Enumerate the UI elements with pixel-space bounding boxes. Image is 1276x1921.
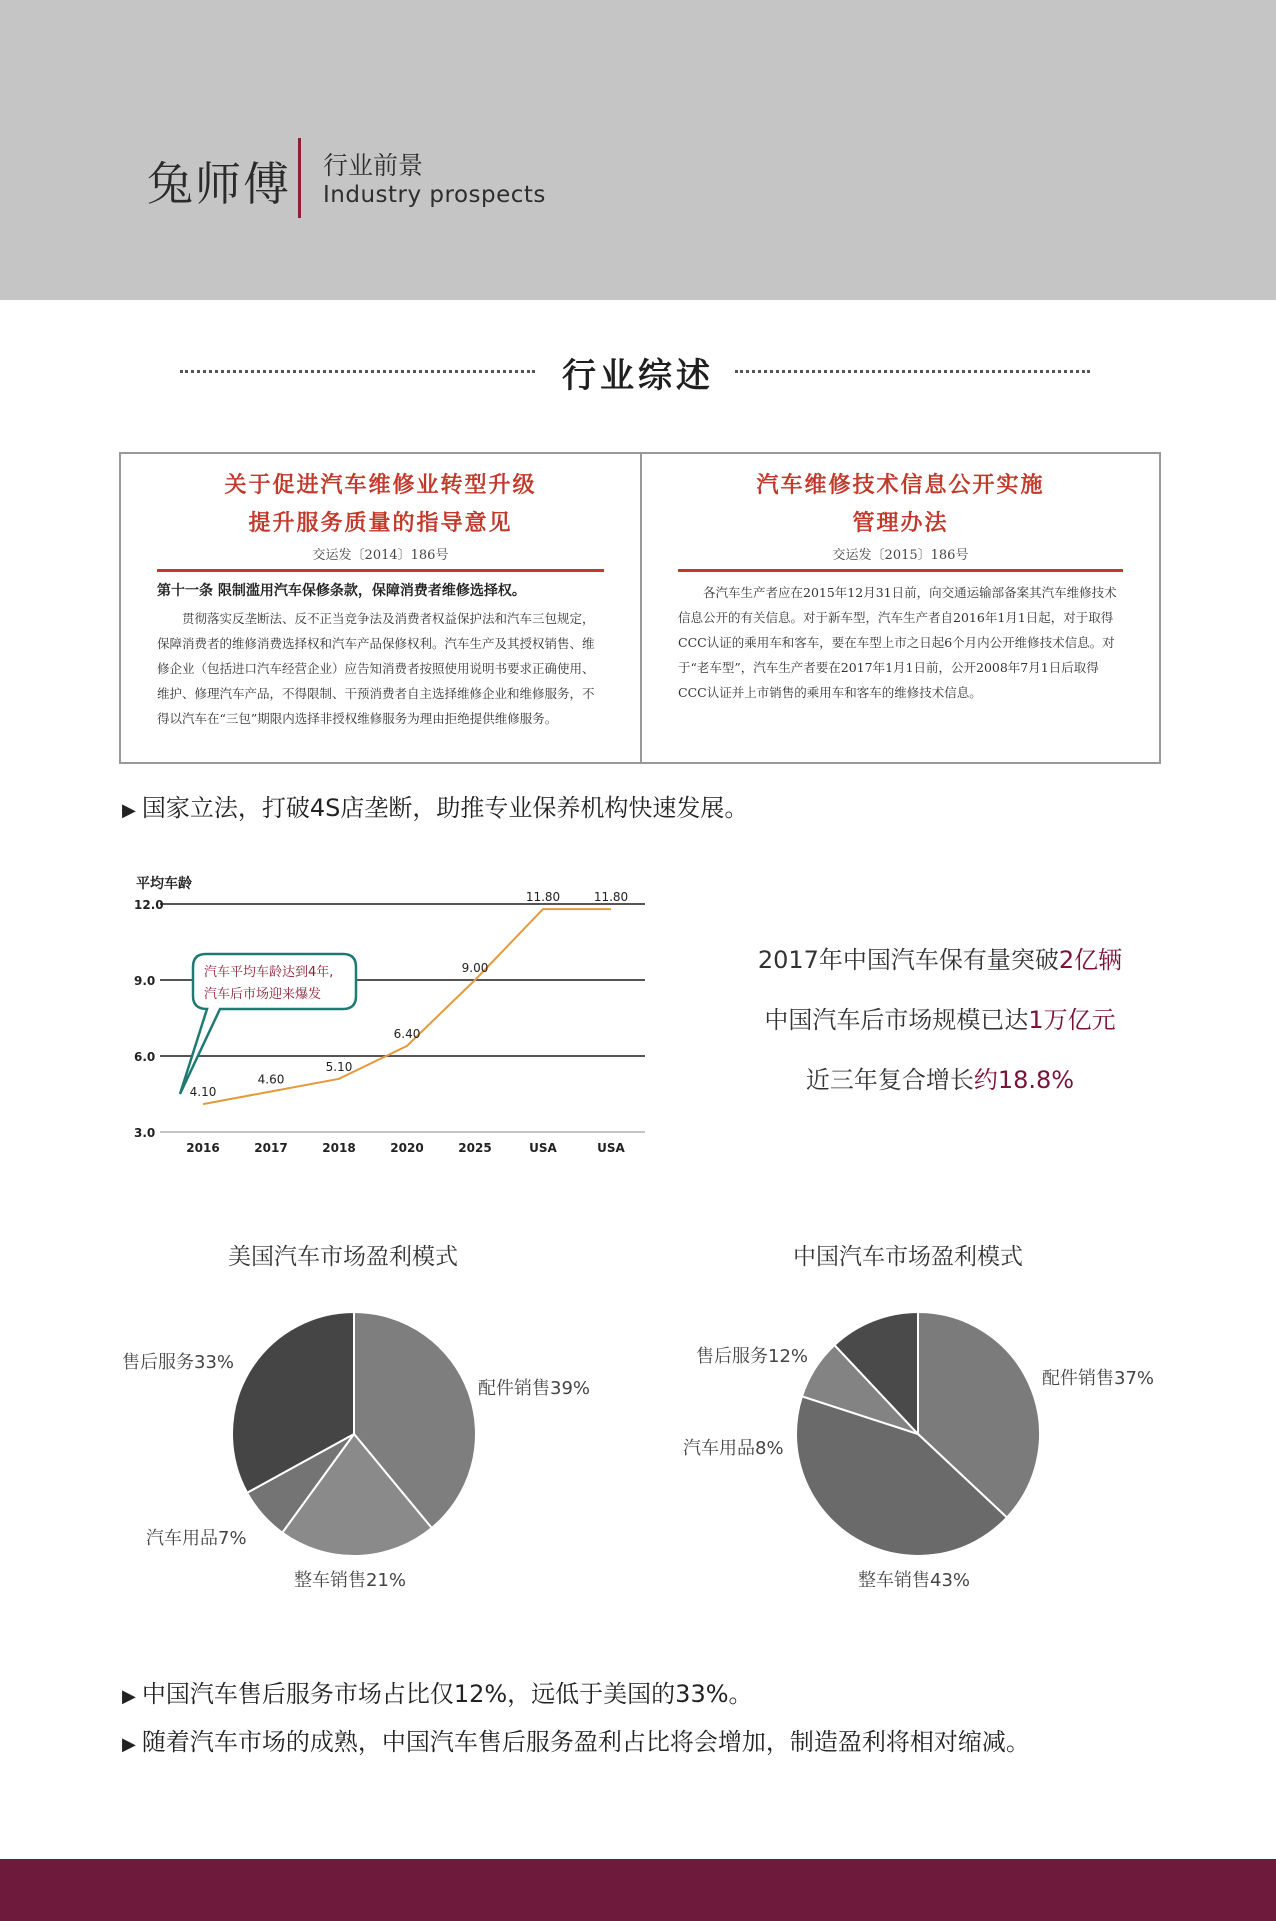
bullet-text: 中国汽车售后服务市场占比仅12%，远低于美国的33%。 <box>141 1680 753 1708</box>
data-label: 4.10 <box>189 1085 217 1100</box>
annotation-line1: 汽车平均车龄达到4年, <box>204 965 334 980</box>
stat-highlight: 2亿辆 <box>1058 946 1123 974</box>
data-label: 11.80 <box>525 890 561 905</box>
y-tick-label: 3.0 <box>134 1126 156 1140</box>
x-tick-label: 2020 <box>390 1141 424 1155</box>
bullet-legislation <box>122 788 748 823</box>
bullet-market-maturity <box>122 1722 1030 1757</box>
red-rule <box>678 569 1123 572</box>
y-tick-label: 12.0 <box>134 898 164 912</box>
annotation-line2: 汽车后市场迎来爆发 <box>204 987 322 1002</box>
stat-text: 2017年中国汽车保有量突破 <box>757 946 1059 974</box>
document-left <box>121 454 642 762</box>
pie-label: 汽车用品8% <box>683 1438 784 1459</box>
document-right <box>642 454 1159 762</box>
pie-label: 配件销售39% <box>478 1378 591 1399</box>
data-label: 5.10 <box>325 1059 353 1074</box>
stat-text: 近三年复合增长 <box>805 1066 974 1094</box>
x-tick-label: 2018 <box>322 1141 356 1155</box>
doc-number: 交运发〔2014〕186号 <box>312 548 449 563</box>
bullet-aftermarket-share <box>122 1674 753 1709</box>
data-label: 11.80 <box>593 890 629 905</box>
doc-title-line2: 管理办法 <box>852 510 949 536</box>
pie-label: 整车销售21% <box>294 1570 407 1591</box>
header-divider <box>298 138 301 218</box>
pie-title-china: 中国汽车市场盈利模式 <box>793 1244 1023 1270</box>
x-tick-label: USA <box>597 1141 625 1155</box>
stat-highlight: 1万亿元 <box>1028 1006 1116 1034</box>
doc-article: 第十一条 限制滥用汽车保修条款，保障消费者维修选择权。 <box>157 583 526 599</box>
bullet-text: 国家立法，打破4S店垄断，助推专业保养机构快速发展。 <box>141 794 749 822</box>
doc-body: 贯彻落实反垄断法、反不正当竞争法及消费者权益保护法和汽车三包规定，保障消费者的维修消费选择权和汽车产品保修权利。汽车生产及其授权销售、维修企业（包括进口汽车经营企业）应告知消费者按照使用说明书要求正确使用、维护、修理汽车产品，不得限制、干预消费者自主选择维修企业和维修服务，不得以汽车在“三包”期限内选择非授权维修服务为理由拒绝提供维修服务。 <box>157 611 595 726</box>
y-tick-label: 9.0 <box>134 974 156 988</box>
average-car-age-chart <box>110 868 670 1158</box>
pie-label: 售后服务33% <box>122 1352 235 1373</box>
regulation-documents <box>119 452 1161 764</box>
triangle-icon: ▶ <box>122 800 136 821</box>
brand-name: 兔师傅 <box>147 157 291 211</box>
doc-number: 交运发〔2015〕186号 <box>832 548 969 563</box>
pie-chart-china <box>790 1306 1046 1562</box>
pie-title-usa: 美国汽车市场盈利模式 <box>228 1244 458 1270</box>
data-label: 4.60 <box>257 1072 285 1087</box>
header-title-en: Industry prospects <box>323 182 546 208</box>
pie-label: 整车销售43% <box>858 1570 971 1591</box>
stat-vehicle-ownership <box>700 940 1180 975</box>
doc-title-line2: 提升服务质量的指导意见 <box>248 510 513 536</box>
stat-aftermarket-size <box>700 1000 1180 1035</box>
red-rule <box>157 569 604 572</box>
y-axis-label: 平均车龄 <box>136 876 192 892</box>
pie-label: 售后服务12% <box>696 1346 809 1367</box>
header-band <box>0 0 1276 300</box>
stat-text: 中国汽车后市场规模已达 <box>764 1006 1029 1034</box>
data-label: 6.40 <box>393 1026 421 1041</box>
x-tick-label: 2025 <box>458 1141 492 1155</box>
x-tick-label: 2016 <box>186 1141 220 1155</box>
section-title: 行业综述 <box>562 356 714 396</box>
data-label: 9.00 <box>461 961 489 975</box>
doc-title-line1: 关于促进汽车维修业转型升级 <box>224 472 537 498</box>
footer-band <box>0 1859 1276 1921</box>
x-tick-label: USA <box>529 1141 557 1155</box>
stat-highlight: 约18.8% <box>973 1066 1075 1094</box>
pie-label: 汽车用品7% <box>146 1528 247 1549</box>
x-tick-label: 2017 <box>254 1141 288 1155</box>
stat-growth-rate <box>700 1060 1180 1095</box>
pie-label: 配件销售37% <box>1042 1368 1155 1389</box>
header-title-cn: 行业前景 <box>323 151 424 180</box>
bullet-text: 随着汽车市场的成熟，中国汽车售后服务盈利占比将会增加，制造盈利将相对缩减。 <box>141 1728 1030 1756</box>
triangle-icon: ▶ <box>122 1734 136 1755</box>
doc-title-line1: 汽车维修技术信息公开实施 <box>756 472 1045 498</box>
triangle-icon: ▶ <box>122 1686 136 1707</box>
pie-chart-usa <box>226 1306 482 1562</box>
y-tick-label: 6.0 <box>134 1050 156 1064</box>
doc-body: 各汽车生产者应在2015年12月31日前，向交通运输部备案其汽车维修技术信息公开的有关信息。对于新车型，汽车生产者自2016年1月1日起，对于取得CCC认证的乘用车和客车，要在车型上市之日起6个月内公开维修技术信息。对于“老车型”，汽车生产者要在2017年1月1日前，公开2008年7月1日后取得CCC认证并上市销售的乘用车和客车的维修技术信息。 <box>678 585 1117 700</box>
title-dots-right <box>735 370 1090 373</box>
